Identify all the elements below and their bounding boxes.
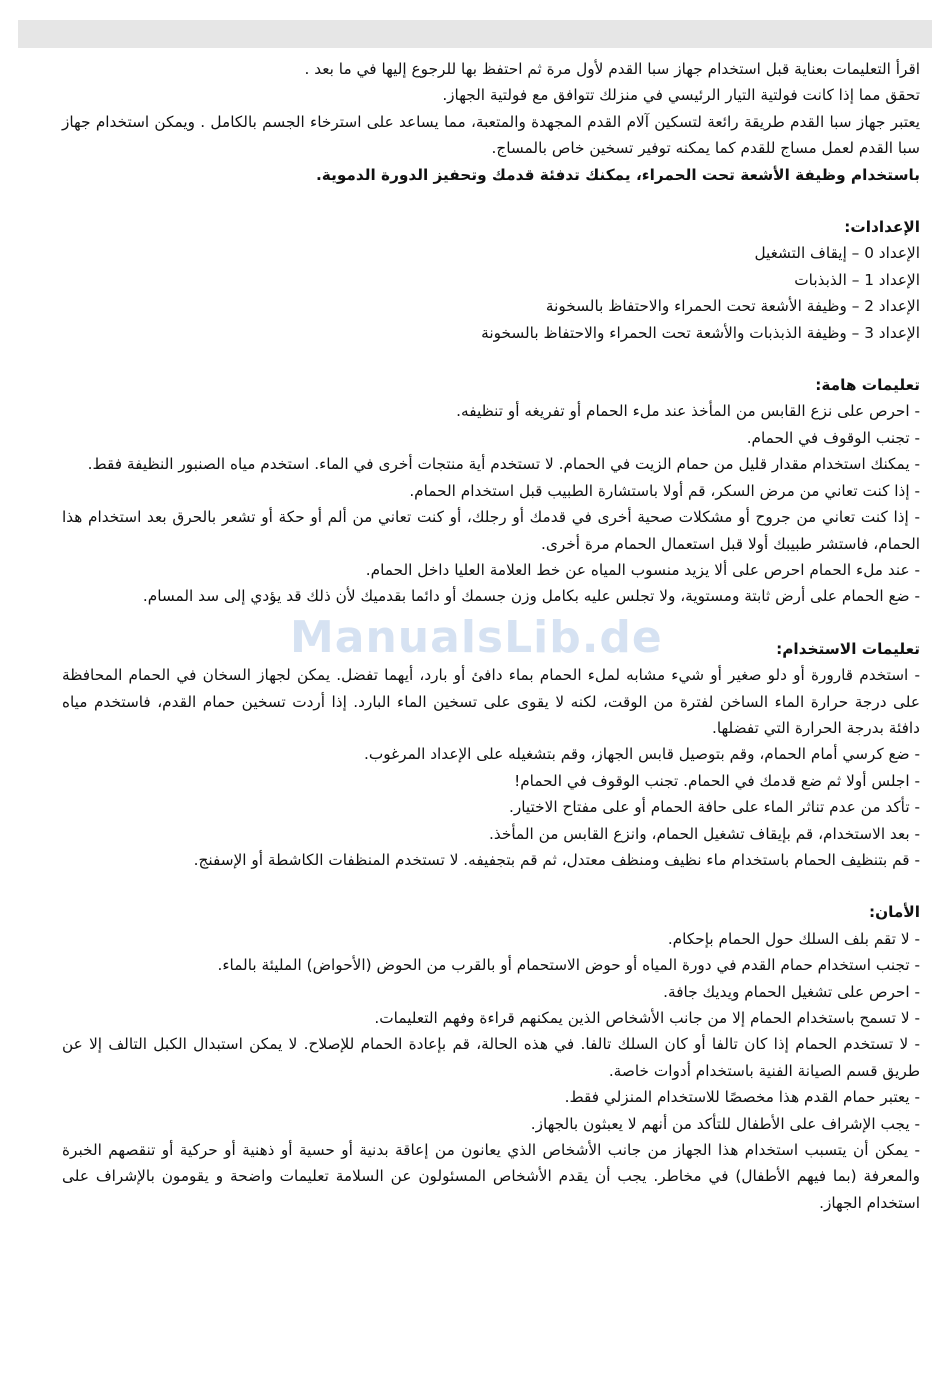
important-item: - يمكنك استخدام مقدار قليل من حمام الزيت في الحمام. لا تستخدم أية منتجات أخرى في الماء. استخدم مياه الصنبور النظيفة فقط. bbox=[87, 455, 920, 474]
settings-item: الإعداد 2 – وظيفة الأشعة تحت الحمراء والاحتفاظ بالسخونة bbox=[545, 297, 920, 316]
usage-item: - قم بتنظيف الحمام باستخدام ماء نظيف ومنظف معتدل، ثم قم بتجفيفه. لا تستخدم المنظفات الكاشطة أو الإسفنج. bbox=[193, 850, 920, 869]
settings-item: الإعداد 1 – الذبذبات bbox=[794, 270, 920, 289]
usage-heading: تعليمات الاستخدام: bbox=[776, 639, 920, 658]
safety-item: - يجب الإشراف على الأطفال للتأكد من أنهم لا يعبثون بالجهاز. bbox=[530, 1114, 920, 1133]
important-item: - إذا كنت تعاني من مرض السكر، قم أولا باستشارة الطبيب قبل استخدام الحمام. bbox=[409, 481, 920, 500]
important-item: - احرص على نزع القابس من المأخذ عند ملء الحمام أو تفريغه أو تنظيفه. bbox=[456, 402, 920, 421]
important-heading: تعليمات هامة: bbox=[815, 376, 920, 395]
usage-item: - استخدم قارورة أو دلو صغير أو شيء مشابه لملء الحمام بماء دافئ أو بارد، أيهما تفضل. يمكن لجهاز السخان في الحمام المحافظة على درجة حرارة الماء الساخن لفترة من الوقت، لكنه لا يقوى على تسخين الماء البارد. إذا أردت تسخين حمام القدم، فاستخدم مياه دافئة بدرجة الحرارة التي تفضلها. bbox=[62, 666, 920, 737]
intro-paragraph: يعتبر جهاز سبا القدم طريقة رائعة لتسكين آلام القدم المجهدة والمتعبة، مما يساعد على استرخاء الجسم بالكامل . ويمكن استخدام جهاز سبا القدم لعمل مساج للقدم كما يمكنه توفير تسخين خاص بالمساج. bbox=[62, 112, 920, 158]
usage-item: - ضع كرسي أمام الحمام، وقم بتوصيل قابس الجهاز، وقم بتشغيله على الإعداد المرغوب. bbox=[364, 745, 920, 764]
settings-item: الإعداد 3 – وظيفة الذبذبات والأشعة تحت الحمراء والاحتفاظ بالسخونة bbox=[481, 323, 920, 342]
usage-item: - بعد الاستخدام، قم بإيقاف تشغيل الحمام، وانزع القابس من المأخذ. bbox=[488, 824, 920, 843]
important-item: - تجنب الوقوف في الحمام. bbox=[746, 428, 920, 447]
intro-bold-paragraph: باستخدام وظيفة الأشعة تحت الحمراء، يمكنك تدفئة قدمك وتحفيز الدورة الدموية. bbox=[316, 165, 920, 184]
intro-paragraph: اقرأ التعليمات بعناية قبل استخدام جهاز سبا القدم لأول مرة ثم احتفظ بها للرجوع إليها في ما بعد . bbox=[304, 60, 920, 78]
watermark: ManualsLib.de bbox=[290, 612, 663, 663]
safety-item: - لا تستخدم الحمام إذا كان تالفا أو كان السلك تالفا. في هذه الحالة، قم بإعادة الحمام للإصلاح. لا يمكن استبدال الكبل التالف إلا عن طريق قسم الصيانة الفنية باستخدام أدوات خاصة. bbox=[62, 1035, 920, 1080]
safety-item: - لا تقم بلف السلك حول الحمام بإحكام. bbox=[667, 929, 920, 948]
header-bar bbox=[18, 20, 932, 48]
safety-heading: الأمان: bbox=[868, 903, 920, 922]
safety-item: - تجنب استخدام حمام القدم في دورة المياه أو حوض الاستحمام أو بالقرب من الحوض (الأحواض) المليئة بالماء. bbox=[217, 956, 920, 975]
intro-paragraph: تحقق مما إذا كانت فولتية التيار الرئيسي في منزلك تتوافق مع فولتية الجهاز. bbox=[442, 86, 920, 105]
important-item: - ضع الحمام على أرض ثابتة ومستوية، ولا تجلس عليه بكامل وزن جسمك أو دائما بقدميك لأن ذلك قد يؤدي إلى سد المسام. bbox=[142, 587, 920, 606]
settings-item: الإعداد 0 – إيقاف التشغيل bbox=[754, 244, 920, 263]
important-item: - عند ملء الحمام احرص على ألا يزيد منسوب المياه عن خط العلامة العليا داخل الحمام. bbox=[365, 560, 920, 579]
usage-item: - اجلس أولا ثم ضع قدمك في الحمام. تجنب الوقوف في الحمام! bbox=[514, 771, 920, 790]
safety-item: - لا تسمح باستخدام الحمام إلا من جانب الأشخاص الذين يمكنهم قراءة وفهم التعليمات. bbox=[374, 1009, 920, 1027]
safety-item: - يمكن أن يتسبب استخدام هذا الجهاز من جانب الأشخاص الذي يعانون من إعاقة بدنية أو حسية أو ذهنية أو حركية أو تنقصهم الخبرة والمعرفة (بما فيهم الأطفال) في مخاطر. يجب أن يقدم الأشخاص المسئولون عن السلامة تعليمات واضحة و يقومون بالإشراف على استخدام الجهاز. bbox=[62, 1141, 920, 1212]
safety-item: - يعتبر حمام القدم هذا مخصصًا للاستخدام المنزلي فقط. bbox=[564, 1088, 920, 1107]
settings-heading: الإعدادات: bbox=[844, 218, 920, 237]
important-item: - إذا كنت تعاني من جروح أو مشكلات صحية أخرى في قدمك أو رجلك، أو كنت تعاني من ألم أو حكة أو تشعر بالحرق بعد استخدام هذا الحمام، فاستشر طبيبك أولا قبل استعمال الحمام مرة أخرى. bbox=[62, 508, 920, 553]
safety-item: - احرص على تشغيل الحمام ويديك جافة. bbox=[663, 982, 920, 1001]
usage-item: - تأكد من عدم تناثر الماء على حافة الحمام أو على مفتاح الاختيار. bbox=[509, 798, 920, 817]
